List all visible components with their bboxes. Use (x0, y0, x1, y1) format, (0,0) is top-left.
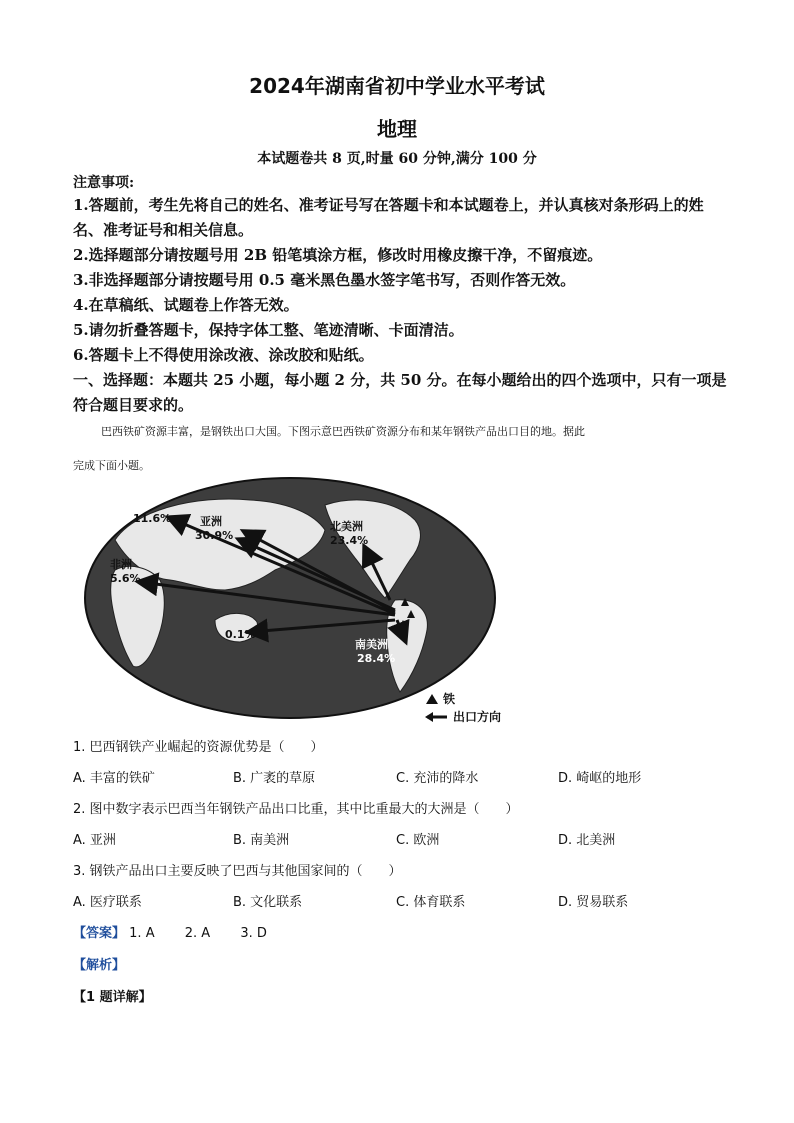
label-asia: 亚洲 (200, 515, 222, 528)
label-north-america-pct: 23.4% (330, 534, 369, 547)
option: A. 丰富的铁矿 (73, 771, 155, 786)
option: C. 欧洲 (396, 833, 440, 848)
answer-label: 【答案】 (73, 926, 126, 941)
analysis-text: 【解析】 (73, 958, 126, 973)
note-item: 6.答题卡上不得使用涂改液、涂改胶和贴纸。 (73, 346, 374, 364)
answer-value: 2. A (184, 926, 211, 941)
option: C. 体育联系 (396, 895, 466, 910)
label-africa: 非洲 (110, 558, 132, 571)
option: C. 充沛的降水 (396, 771, 479, 786)
note-item: 2.选择题部分请按题号用 2B 铅笔填涂方框，修改时用橡皮擦干净，不留痕迹。 (73, 246, 603, 264)
question-3-stem: 3. 钢铁产品出口主要反映了巴西与其他国家间的（ ） (73, 864, 402, 879)
legend-export (425, 708, 501, 726)
label-africa-pct: 5.6% (110, 572, 141, 585)
question-1-stem: 1. 巴西钢铁产业崛起的资源优势是（ ） (73, 740, 324, 755)
triangle-icon (425, 693, 439, 705)
label-asia-pct: 30.9% (195, 529, 234, 542)
option: D. 北美洲 (558, 833, 616, 848)
notes-heading: 注意事项: (73, 175, 135, 191)
option: B. 南美洲 (233, 833, 290, 848)
intro-line: 巴西铁矿资源丰富，是钢铁出口大国。下图示意巴西铁矿资源分布和某年钢铁产品出口目的地。据此 (101, 425, 585, 438)
legend-iron-label: 铁 (443, 692, 456, 706)
label-oceania-pct: 0.1% (225, 628, 256, 641)
label-europe-pct: 11.6% (133, 512, 172, 525)
label-north-america: 北美洲 (330, 520, 363, 533)
exam-info: 本试题卷共 8 页,时量 60 分钟,满分 100 分 (257, 151, 537, 167)
option: B. 文化联系 (233, 895, 303, 910)
answer-value: 1. A (129, 926, 155, 941)
notes-list (73, 193, 733, 418)
option: A. 亚洲 (73, 833, 116, 848)
answer-value: 3. D (240, 926, 267, 941)
section-heading: 一、选择题：本题共 25 小题，每小题 2 分，共 50 分。在每小题给出的四个选项中，只有一项是符合题目要求的。 (73, 371, 727, 414)
option: D. 崎岖的地形 (558, 771, 642, 786)
detail-label (73, 986, 152, 1005)
legend-iron (425, 690, 501, 708)
arrow-left-icon (425, 711, 449, 723)
question-2-stem: 2. 图中数字表示巴西当年钢铁产品出口比重，其中比重最大的大洲是（ ） (73, 802, 519, 817)
subject-title: 地理 (377, 117, 417, 141)
label-south-america: 南美洲 (355, 638, 388, 651)
option: A. 医疗联系 (73, 895, 142, 910)
note-item: 5.请勿折叠答题卡，保持字体工整、笔迹清晰、卡面清洁。 (73, 321, 464, 339)
answer-line (73, 922, 293, 941)
map-legend (425, 690, 501, 726)
option: B. 广袤的草原 (233, 771, 316, 786)
note-item: 1.答题前，考生先将自己的姓名、准考证号写在答题卡和本试题卷上，并认真核对条形码上的姓名、准考证号和相关信息。 (73, 196, 704, 239)
note-item: 3.非选择题部分请按题号用 0.5 毫米黑色墨水签字笔书写，否则作答无效。 (73, 271, 576, 289)
detail-text: 【1 题详解】 (73, 990, 152, 1005)
label-south-america-pct: 28.4% (357, 652, 396, 665)
exam-title: 2024年湖南省初中学业水平考试 (249, 74, 545, 98)
legend-export-label: 出口方向 (453, 710, 502, 724)
note-item: 4.在草稿纸、试题卷上作答无效。 (73, 296, 299, 314)
option: D. 贸易联系 (558, 895, 629, 910)
intro-line: 完成下面小题。 (73, 459, 150, 472)
analysis-label (73, 954, 125, 973)
